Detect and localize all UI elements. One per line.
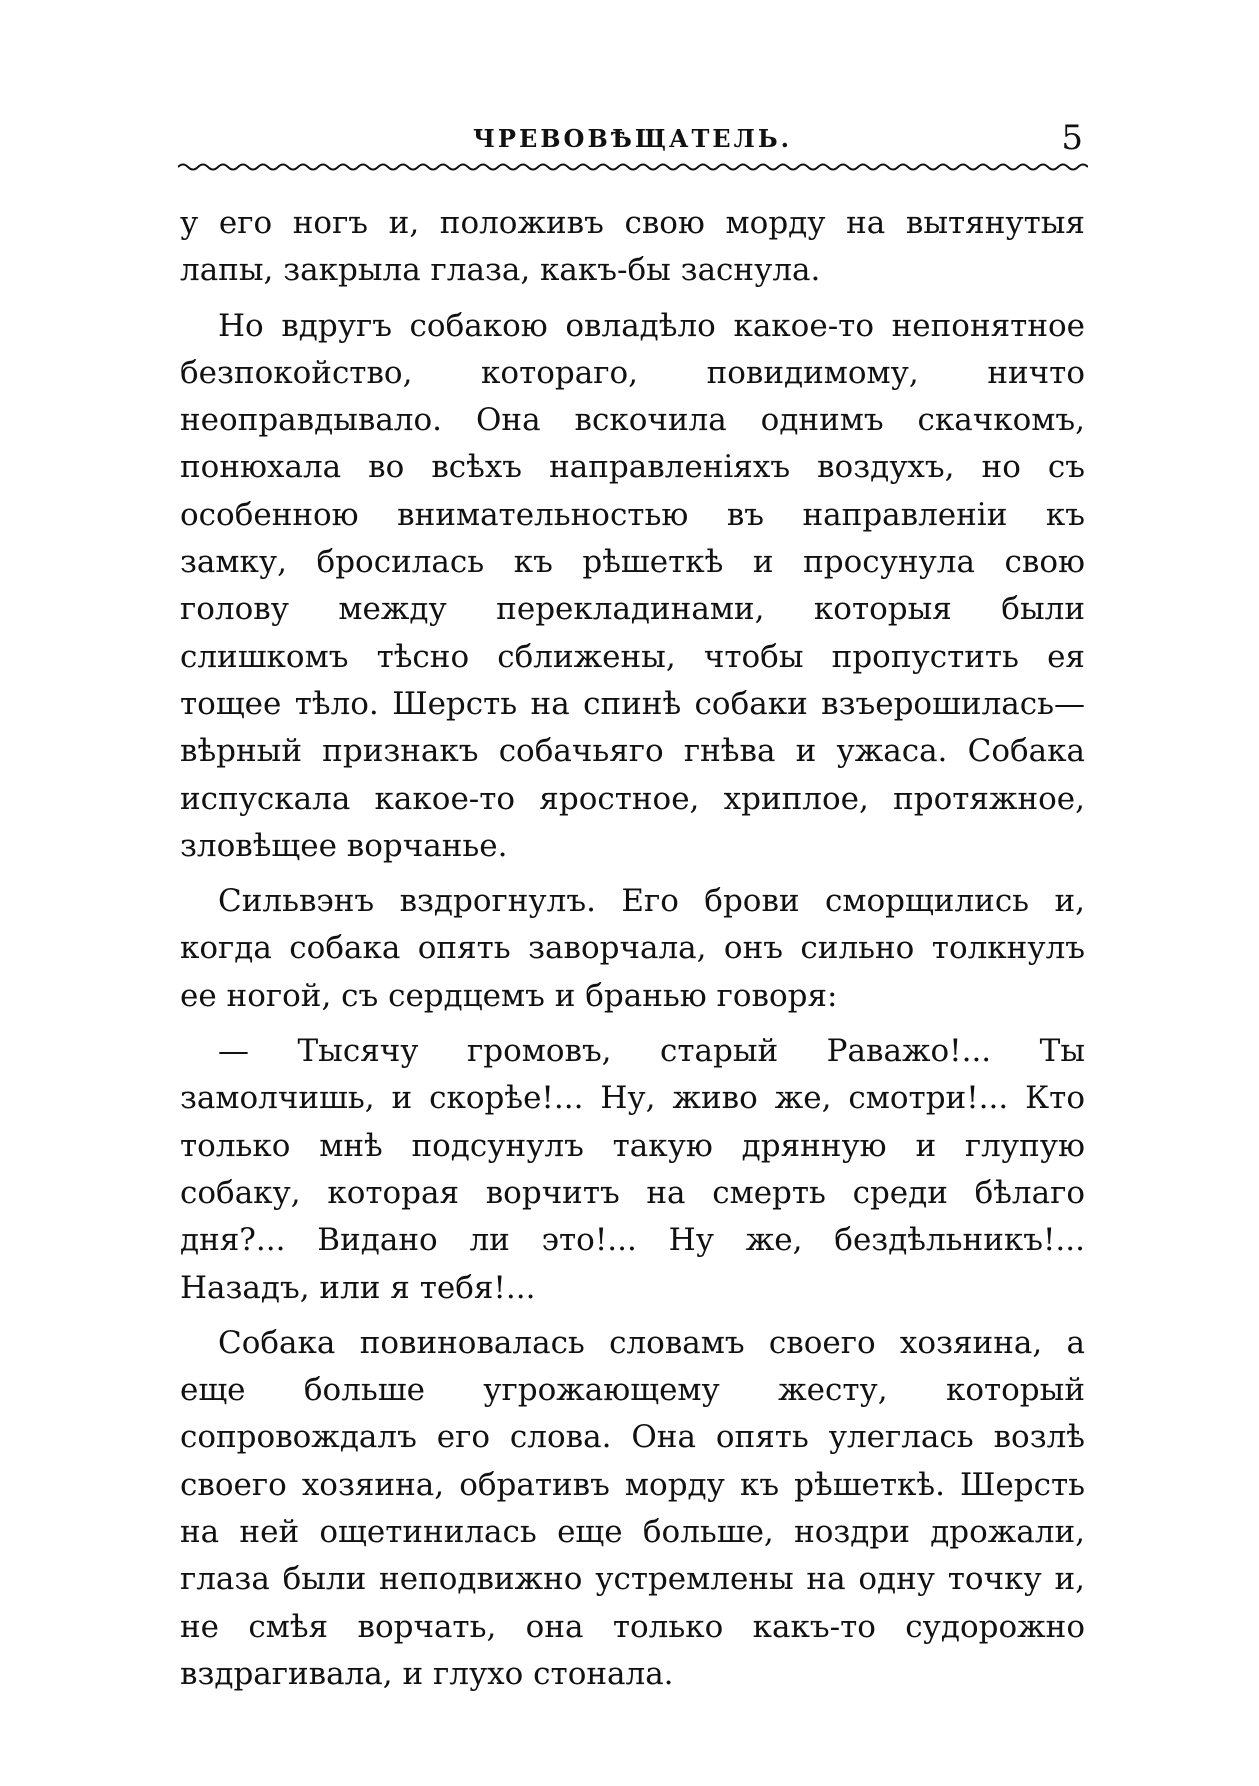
paragraph-3: Сильвэнъ вздрогнулъ. Его брови сморщились и, когда собака опять заворчала, онъ сильно толкнулъ ее ногой, съ сердцемъ и бранью говоря: [180,883,1085,1014]
wavy-rule-ornament [178,160,1088,174]
paragraph-2: Но вдругъ собакою овладѣло какое-то непонятное безпокойство, котораго, повидимому, ничто неоправдывало. Она вскочила однимъ скачкомъ, понюхала во всѣхъ направленіяхъ воздухъ, но съ особенною внимательностью въ направленіи къ замку, бросилась къ рѣшеткѣ и просунула свою голову между перекладинами, которыя были слишкомъ тѣсно сближены, чтобы пропустить ея тощее тѣло. Шерсть на спинѣ собаки взъерошилась—вѣрный признакъ собачьяго гнѣва и ужаса. Собака испускала какое-то яростное, хриплое, протяжное, зловѣщее ворчанье. [180,307,1085,864]
paragraph-5: Собака повиновалась словамъ своего хозяина, а еще больше угрожающему жесту, который сопровождалъ его слова. Она опять улеглась возлѣ своего хозяина, обративъ морду къ рѣшеткѣ. Шерсть на ней ощетинилась еще больше, ноздри дрожали, глаза были неподвижно устремлены на одну точку и, не смѣя ворчать, она только какъ-то судорожно вздрагивала, и глухо стонала. [180,1324,1085,1692]
body-text [180,200,1085,1698]
page-number: 5 [1061,118,1083,158]
paragraph-4: — Тысячу громовъ, старый Раважо!... Ты замолчишь, и скорѣе!... Ну, живо же, смотри!... Кто только мнѣ подсунулъ такую дрянную и глупую собаку, которая ворчитъ на смерть среди бѣлаго дня?... Видано ли это!... Ну же, бездѣльникъ!... Назадъ, или я тебя!... [180,1033,1085,1306]
running-head [180,118,1085,158]
running-title: ЧРЕВОВѢЩАТЕЛЬ. [473,124,792,153]
paragraph-1: у его ногъ и, положивъ свою морду на вытянутыя лапы, закрыла глаза, какъ-бы заснула. [180,205,1085,289]
